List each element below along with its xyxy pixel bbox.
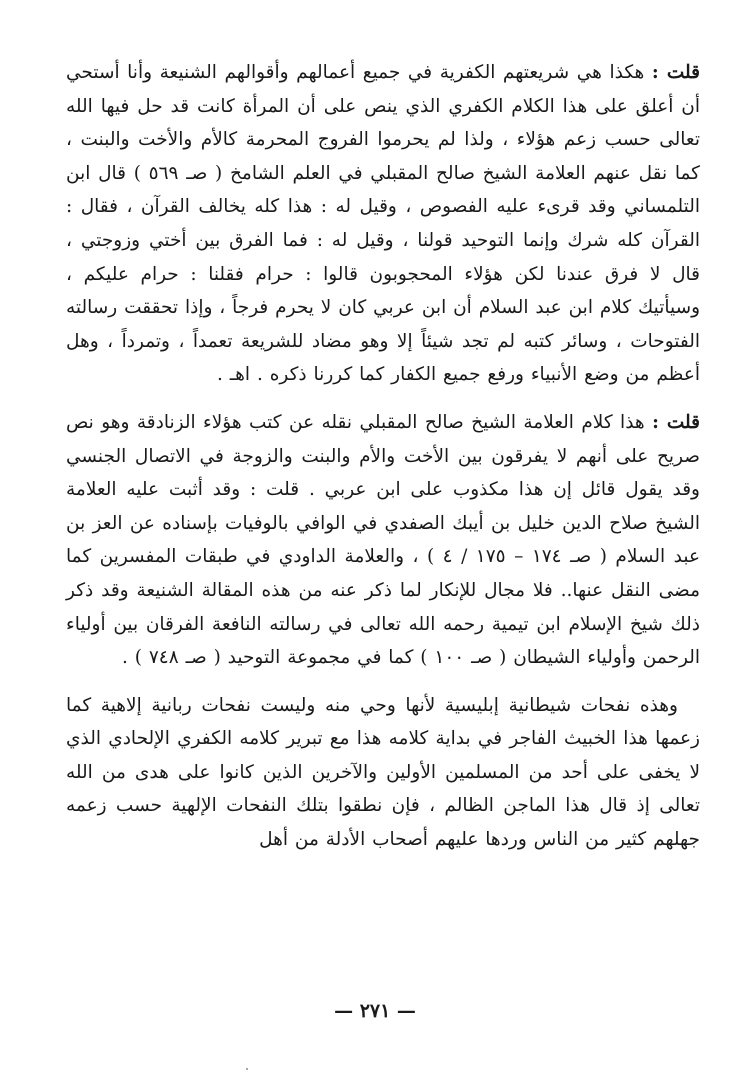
page-number: — ٢٧١ — — [334, 1000, 416, 1022]
paragraph-2-text: هذا كلام العلامة الشيخ صالح المقبلي نقله عن كتب هؤلاء الزنادقة وهو نص صريح على أنهم لا يفرقون بين الأخت والأم والبنت والزوجة في الاتصال الجنسي وقد يقول قائل إن هذا مكذوب على ابن عربي . قلت : وقد أثبت عليه العلامة الشيخ صلاح الدين خليل بن أيبك الصفدي في الوافي بالوفيات بإسناده عن العز بن عبد السلام ( صـ ١٧٤ – ١٧٥ / ٤ ) ، والعلامة الداودي في طبقات المفسرين كما مضى النقل عنها.. فلا مجال للإنكار لما ذكر عنه من هذه المقالة الشنيعة وقد ذكر ذلك شيخ الإسلام ابن تيمية رحمه الله تعالى في رسالته النافعة الفرقان بين أولياء الرحمن وأولياء الشيطان ( صـ ١٠٠ ) كما في مجموعة التوحيد ( صـ ٧٤٨ ) . — [66, 411, 700, 669]
paragraph-2-lead: قلت : — [652, 411, 700, 433]
paragraph-1-text: هكذا هي شريعتهم الكفرية في جميع أعمالهم وأقوالهم الشنيعة وأنا أستحي أن أعلق على هذا الكلام الكفري الذي ينص على أن المرأة كانت قد حل فيها الله تعالى حسب زعم هؤلاء ، ولذا لم يحرموا الفروج المحرمة كالأم والأخت والبنت ، كما نقل عنهم العلامة الشيخ صالح المقبلي في العلم الشامخ ( صـ ٥٦٩ ) قال ابن التلمساني وقد قرىء عليه الفصوص ، وقيل له : هذا كله يخالف القرآن ، فقال : القرآن كله شرك وإنما التوحيد قولنا ، وقيل له : فما الفرق بين أختي وزوجتي ، قال لا فرق عندنا لكن هؤلاء المحجوبون قالوا : حرام فقلنا : حرام عليكم ، وسيأتيك كلام ابن عبد السلام أن ابن عربي كان لا يحرم فرجاً ، وإذا تحققت رسالته الفتوحات ، وسائر كتبه لم تجد شيئاً إلا وهو مضاد للشريعة تعمداً ، وتمرداً ، وهل أعظم من وضع الأنبياء ورفع جميع الكفار كما كررنا ذكره . اهـ . — [66, 62, 700, 386]
paragraph-1 — [66, 56, 700, 392]
scan-speck — [246, 1068, 248, 1070]
paragraph-3-text: وهذه نفحات شيطانية إبليسية لأنها وحي منه وليست نفحات ربانية إلاهية كما زعمها هذا الخبيث الفاجر في بداية كلامه هذا مع تبرير كلامه الكفري الإلحادي الذي لا يخفى على أحد من المسلمين الأولين والآخرين الذين كانوا على هدى من الله تعالى إذ قال هذا الماجن الظالم ، فإن نطقوا بتلك النفحات الإلهية حسب زعمه جهلهم كثير من الناس وردها عليهم أصحاب الأدلة من أهل — [66, 694, 700, 851]
paragraph-3-indent — [678, 695, 700, 716]
paragraph-2 — [66, 406, 700, 675]
document-page — [66, 56, 700, 1016]
paragraph-1-lead: قلت : — [651, 62, 700, 83]
paragraph-3 — [66, 689, 700, 857]
